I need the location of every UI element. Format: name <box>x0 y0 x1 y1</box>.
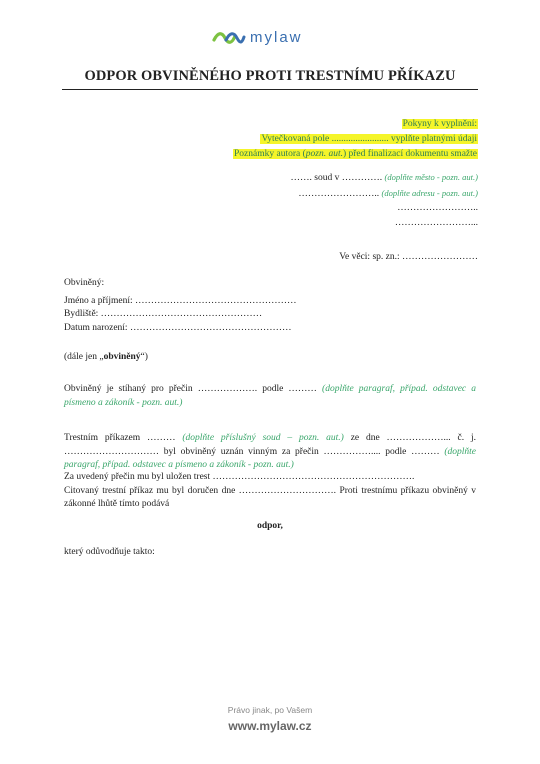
delivery-line: Citovaný trestní příkaz mu byl doručen dne …………………………. Proti trestnímu příkazu obviněný v zákonné lhůtě tímto podává <box>64 485 476 509</box>
justification-line: který odůvodňuje takto: <box>64 547 155 557</box>
instructions-box <box>233 117 478 162</box>
title-underline <box>62 89 478 90</box>
court-line-city: ……. soud v …………. (doplňte město - pozn. aut.) <box>290 172 478 183</box>
footer-tagline: Právo jinak, po Vašem <box>227 705 313 715</box>
objection-heading: odpor, <box>257 521 283 531</box>
charge-paragraph: Obviněný je stíhaný pro přečin ………………. podle ……… (doplňte paragraf, případ. odstavec a písmeno a zákoník - pozn. aut.) <box>64 384 476 408</box>
instructions-author-notes: Poznámky autora (pozn. aut.) před finalizací dokumentu smažte <box>234 149 477 159</box>
document-title: ODPOR OBVINĚNÉHO PROTI TRESTNÍMU PŘÍKAZU <box>84 68 456 84</box>
sentence-line: Za uvedený přečin mu byl uložen trest ………………………………………………………. <box>64 472 415 482</box>
mylaw-logo <box>212 28 303 48</box>
case-reference: Ve věci: sp. zn.: …………………… <box>339 252 478 262</box>
alias-line: (dále jen „obviněný“) <box>64 352 148 362</box>
court-address <box>291 170 478 230</box>
accused-birth-date: Datum narození: …………………………………………… <box>64 322 292 333</box>
accused-heading: Obviněný: <box>64 278 105 288</box>
accused-name: Jméno a příjmení: …………………………………………… <box>64 295 297 306</box>
court-line-3: …………………….. <box>397 203 478 213</box>
accused-residence: Bydliště: …………………………………………… <box>64 309 263 319</box>
footer-url: www.mylaw.cz <box>228 719 312 733</box>
sentence-paragraph <box>64 471 476 512</box>
instructions-heading: Pokyny k vyplnění: <box>402 119 477 129</box>
logo-wave-icon <box>212 30 246 46</box>
accused-section <box>64 277 476 335</box>
logo-text: mylaw <box>250 29 303 46</box>
court-line-address: …………………….. (doplňte adresu - pozn. aut.) <box>298 187 478 199</box>
court-line-4: ……………………... <box>394 217 478 228</box>
penal-order-paragraph: Trestním příkazem ……… (doplňte příslušný soud – pozn. aut.) ze dne ………………... č. j. ………………………… byl obviněný uznán vinným za přečin …………….... podle ……… (doplňte paragraf, případ. odstavec a písmeno a zákoník - pozn. aut.) <box>64 433 476 470</box>
instructions-dotted-fields: Vytečkovaná pole ........................ vyplňte platnými údaji <box>261 134 477 144</box>
